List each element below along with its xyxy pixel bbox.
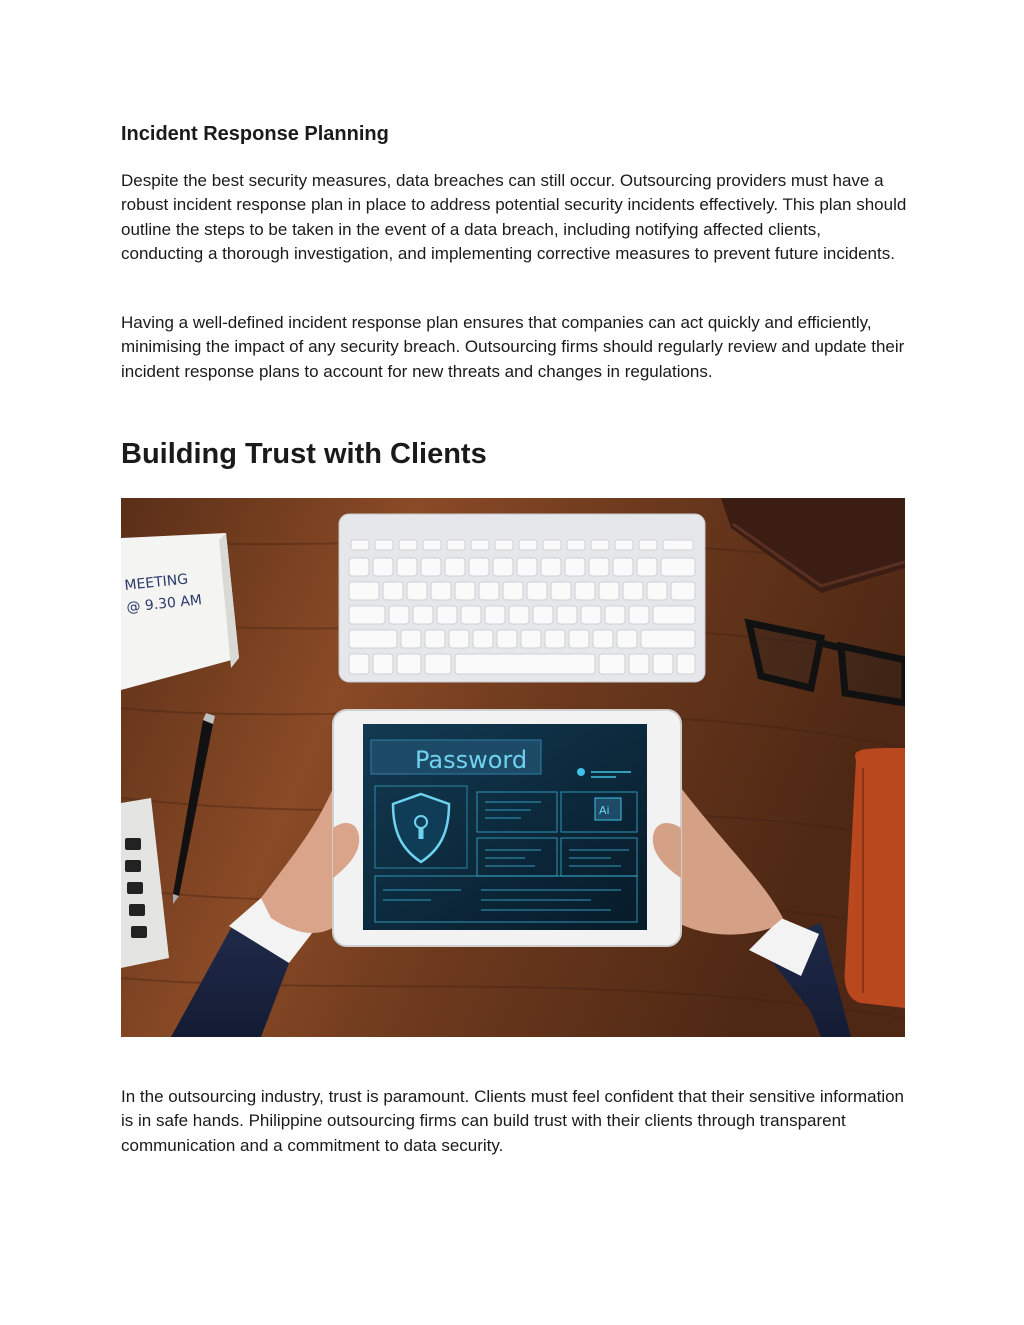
security-tablet-photo [121, 498, 905, 1037]
section-heading-incident: Incident Response Planning [121, 123, 389, 145]
paragraph-incident-1: Despite the best security measures, data breaches can still occur. Outsourcing providers must have a robust incident response plan in place to address potential security incidents effectively. This plan should outline the steps to be taken in the event of a data breach, including notifying affected clients, conducting a thorough investigation, and implementing corrective measures to prevent future incidents. [121, 171, 907, 264]
note-text-line1: MEETING [123, 571, 189, 594]
screen-ai-badge: Ai [599, 804, 610, 817]
screen-password-label: Password [415, 746, 528, 774]
note-text-line2: @ 9.30 AM [125, 592, 203, 616]
paragraph-trust-1: In the outsourcing industry, trust is paramount. Clients must feel confident that their sensitive information is in safe hands. Philippine outsourcing firms can build trust with their clients through transparent communication and a commitment to data security. [121, 1087, 905, 1155]
section-heading-trust: Building Trust with Clients [121, 438, 487, 470]
paragraph-incident-2: Having a well-defined incident response plan ensures that companies can act quickly and efficiently, minimising the impact of any security breach. Outsourcing firms should regularly review and update their incident response plans to account for new threats and changes in regulations. [121, 313, 905, 381]
